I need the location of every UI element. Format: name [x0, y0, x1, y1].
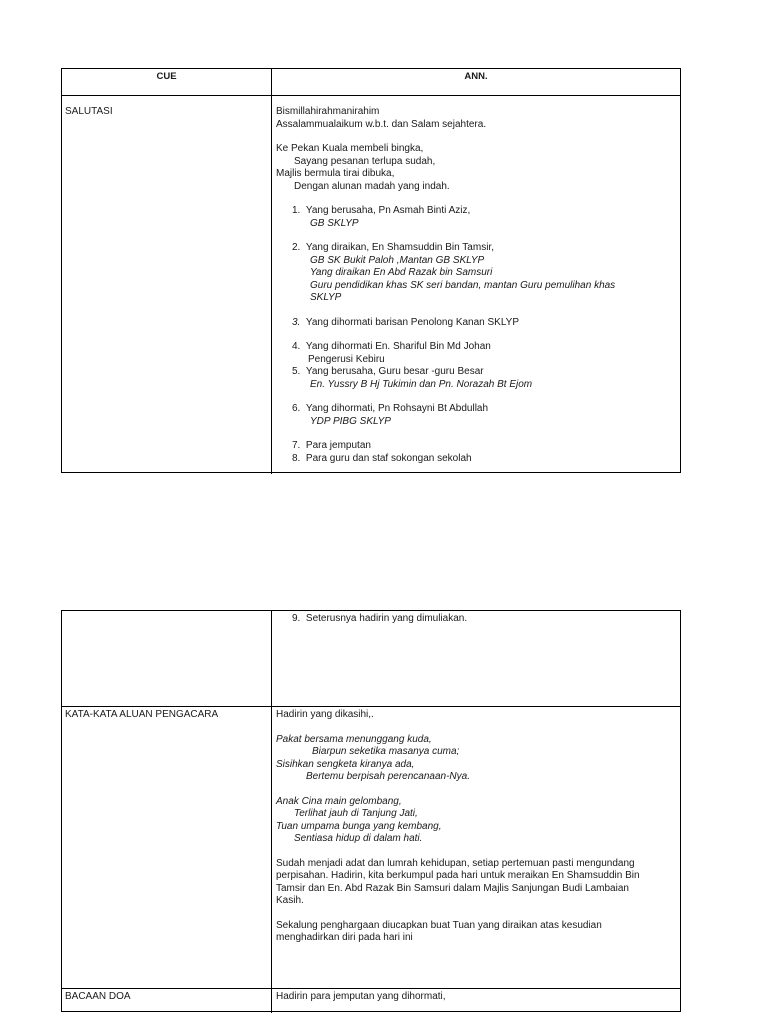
- list-item-detail: YDP PIBG SKLYP: [310, 415, 391, 427]
- paragraph-line: menghadirkan diri pada hari ini: [276, 932, 413, 943]
- table-continuation: [61, 610, 681, 1012]
- ann-column-header: ANN.: [464, 71, 488, 82]
- list-item: 5. Yang berusaha, Guru besar -guru Besar: [292, 366, 484, 377]
- ann-kata-aluan: [272, 707, 680, 988]
- pantun-line: Biarpun seketika masanya cuma;: [312, 746, 460, 757]
- ann-continuation: [272, 611, 680, 706]
- paragraph-line: Sekalung penghargaan diucapkan buat Tuan yang diraikan atas kesudian: [276, 919, 602, 931]
- list-item-detail: Pengerusi Kebiru: [308, 353, 385, 365]
- ann-bacaan-doa: Hadirin para jemputan yang dihormati,: [276, 991, 446, 1002]
- pantun-line: Sayang pesanan terlupa sudah,: [294, 155, 436, 167]
- greeting-line: Assalammualaikum w.b.t. dan Salam sejahtera.: [276, 118, 487, 130]
- table-row-kata-aluan: [62, 706, 680, 988]
- list-item: 1. Yang berusaha, Pn Asmah Binti Aziz,: [292, 205, 471, 216]
- paragraph-line: perpisahan. Hadirin, kita berkumpul pada hari untuk meraikan En Shamsuddin Bin: [276, 870, 640, 881]
- ann-salutasi: [272, 96, 680, 474]
- paragraph-line: Tamsir dan En. Abd Razak Bin Samsuri dalam Majlis Sanjungan Budi Lambaian: [276, 882, 629, 894]
- list-item: 2. Yang diraikan, En Shamsuddin Bin Tamsir,: [292, 242, 494, 253]
- pantun-line: Bertemu berpisah perencanaan-Nya.: [306, 771, 470, 782]
- table-row-salutasi: [62, 95, 680, 474]
- greeting-line: Bismillahirahmanirahim: [276, 106, 380, 117]
- paragraph-line: Kasih.: [276, 895, 304, 906]
- list-item-detail: En. Yussry B Hj Tukimin dan Pn. Norazah Bt Ejom: [310, 378, 533, 390]
- pantun-line: Terlihat jauh di Tanjung Jati,: [294, 808, 418, 819]
- pantun-line: Ke Pekan Kuala membeli bingka,: [276, 143, 424, 154]
- list-item: 7. Para jemputan: [292, 440, 371, 451]
- list-item-detail: SKLYP: [310, 292, 342, 303]
- pantun-line: Sisihkan sengketa kiranya ada,: [276, 758, 415, 770]
- pantun-line: Anak Cina main gelombang,: [276, 795, 402, 807]
- cue-empty: [62, 611, 272, 706]
- table-row-continuation: [62, 611, 680, 706]
- opening-line: Hadirin yang dikasihi,.: [276, 709, 374, 720]
- pantun-line: Dengan alunan madah yang indah.: [294, 180, 450, 192]
- pantun-line: Pakat bersama menunggang kuda,: [276, 733, 432, 745]
- cue-column-header: CUE: [62, 69, 272, 95]
- list-item: 4. Yang dihormati En. Shariful Bin Md Johan: [292, 341, 491, 352]
- list-item: 9. Seterusnya hadirin yang dimuliakan.: [292, 613, 468, 624]
- pantun-line: Majlis bermula tirai dibuka,: [276, 168, 395, 179]
- cue-salutasi: SALUTASI: [62, 96, 272, 474]
- cue-bacaan-doa: BACAAN DOA: [62, 989, 272, 1013]
- list-item-detail: Guru pendidikan khas SK seri bandan, mantan Guru pemulihan khas: [310, 279, 616, 291]
- pantun-line: Tuan umpama bunga yang kembang,: [276, 820, 442, 832]
- table-header-row: [62, 69, 680, 95]
- list-item: 3. Yang dihormati barisan Penolong Kanan SKLYP: [292, 316, 520, 328]
- paragraph-line: Sudah menjadi adat dan lumrah kehidupan, setiap pertemuan pasti mengundang: [276, 857, 635, 869]
- table-row-bacaan-doa: [62, 988, 680, 1013]
- list-item: 6. Yang dihormati, Pn Rohsayni Bt Abdullah: [292, 403, 489, 414]
- list-item-detail: GB SK Bukit Paloh ,Mantan GB SKLYP: [310, 254, 485, 266]
- list-item: 8. Para guru dan staf sokongan sekolah: [292, 452, 472, 464]
- pantun-line: Sentiasa hidup di dalam hati.: [294, 833, 423, 844]
- table-salutasi: [61, 68, 681, 473]
- cue-kata-aluan: KATA-KATA ALUAN PENGACARA: [62, 707, 272, 988]
- list-item-detail: Yang diraikan En Abd Razak bin Samsuri: [310, 267, 493, 278]
- list-item-detail: GB SKLYP: [310, 217, 359, 229]
